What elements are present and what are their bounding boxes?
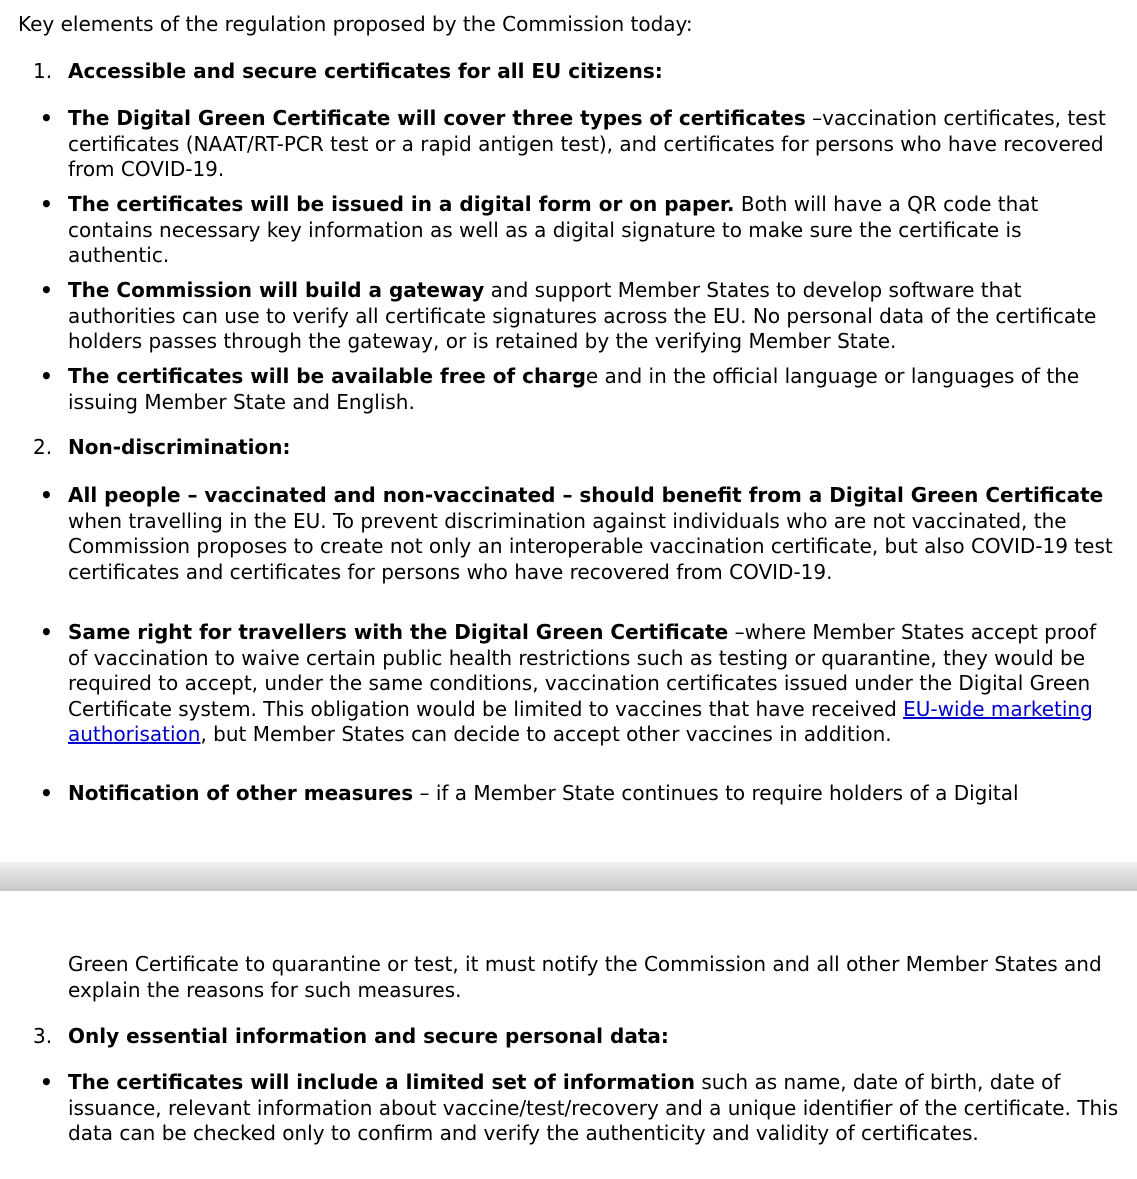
intro-text: Key elements of the regulation proposed by the Commission today:: [18, 12, 693, 36]
item-lead: Same right for travellers with the Digital Green Certificate: [68, 620, 729, 644]
bullet-icon: •: [40, 278, 53, 302]
bullet-icon: •: [40, 483, 53, 507]
list-item-continuation: Green Certificate to quarantine or test, it must notify the Commission and all other Member States and explain the reasons for such measures.: [68, 952, 1102, 1002]
item-lead: The Digital Green Certificate will cover three types of certificates: [68, 106, 806, 130]
item-text: e and in the official language or languages of the issuing Member State and English.: [68, 364, 1080, 414]
item-text: and support Member States to develop software that authorities can use to verify all certificate signatures across the EU. No personal data of the certificate holders passes through the gateway, or is retained by the verifying Member State.: [68, 278, 1097, 353]
section-title: Only essential information and secure personal data:: [68, 1024, 669, 1048]
bullet-icon: •: [40, 1070, 53, 1094]
section-1-heading: [33, 59, 663, 85]
item-text: –where Member States accept proof of vaccination to waive certain public health restrictions such as testing or quarantine, they would be required to accept, under the same conditions, vaccination certificates issued under the Digital Green Certificate system. This obligation would be limited to vaccines that have received: [68, 620, 1097, 721]
item-text: such as name, date of birth, date of issuance, relevant information about vaccine/test/recovery and a unique identifier of the certificate. This data can be checked only to confirm and verify the authenticity and validity of certificates.: [68, 1070, 1119, 1145]
item-lead: All people – vaccinated and non-vaccinated – should benefit from a Digital Green Certificate: [68, 483, 1104, 507]
list-item: [40, 192, 1120, 269]
section-number: 3.: [33, 1024, 53, 1048]
item-lead: The certificates will include a limited set of information: [68, 1070, 695, 1094]
section-number: 2.: [33, 435, 53, 459]
eu-marketing-authorisation-link[interactable]: EU-wide marketing authorisation: [68, 696, 1093, 746]
item-lead: The Commission will build a gateway: [68, 278, 485, 302]
item-lead: Notification of other measures: [68, 781, 414, 805]
list-item: [40, 364, 1120, 415]
item-text: when travelling in the EU. To prevent discrimination against individuals who are not vaccinated, the Commission proposes to create not only an interoperable vaccination certificate, but also COVID-19 test certificates and certificates for persons who have recovered from COVID-19.: [68, 508, 1113, 584]
list-item: [40, 620, 1120, 748]
list-item: [40, 781, 1130, 807]
item-lead: The certificates will be issued in a digital form or on paper.: [68, 192, 735, 216]
section-3-heading: [33, 1024, 669, 1050]
list-item: [40, 106, 1120, 183]
item-text: –vaccination certificates, test certificates (NAAT/RT-PCR test or a rapid antigen test), and certificates for persons who have recovered from COVID-19.: [68, 106, 1106, 181]
section-2-heading: [33, 435, 291, 461]
section-number: 1.: [33, 59, 53, 83]
list-item: [40, 483, 1120, 585]
section-title: Non-discrimination:: [68, 435, 291, 459]
item-text: – if a Member State continues to require holders of a Digital: [413, 781, 1019, 805]
document-page-2: [0, 891, 1137, 1179]
bullet-icon: •: [40, 192, 53, 216]
list-item: [40, 278, 1120, 355]
section-title: Accessible and secure certificates for all EU citizens:: [68, 59, 663, 83]
bullet-icon: •: [40, 620, 53, 644]
item-text: Both will have a QR code that contains necessary key information as well as a digital signature to make sure the certificate is authentic.: [68, 192, 1039, 267]
item-lead: The certificates will be available free of charg: [68, 364, 586, 388]
bullet-icon: •: [40, 364, 53, 388]
item-text-after-link: , but Member States can decide to accept other vaccines in addition.: [200, 722, 892, 746]
bullet-icon: •: [40, 781, 53, 805]
list-item: [40, 1070, 1120, 1147]
bullet-icon: •: [40, 106, 53, 130]
page-break: [0, 862, 1137, 891]
